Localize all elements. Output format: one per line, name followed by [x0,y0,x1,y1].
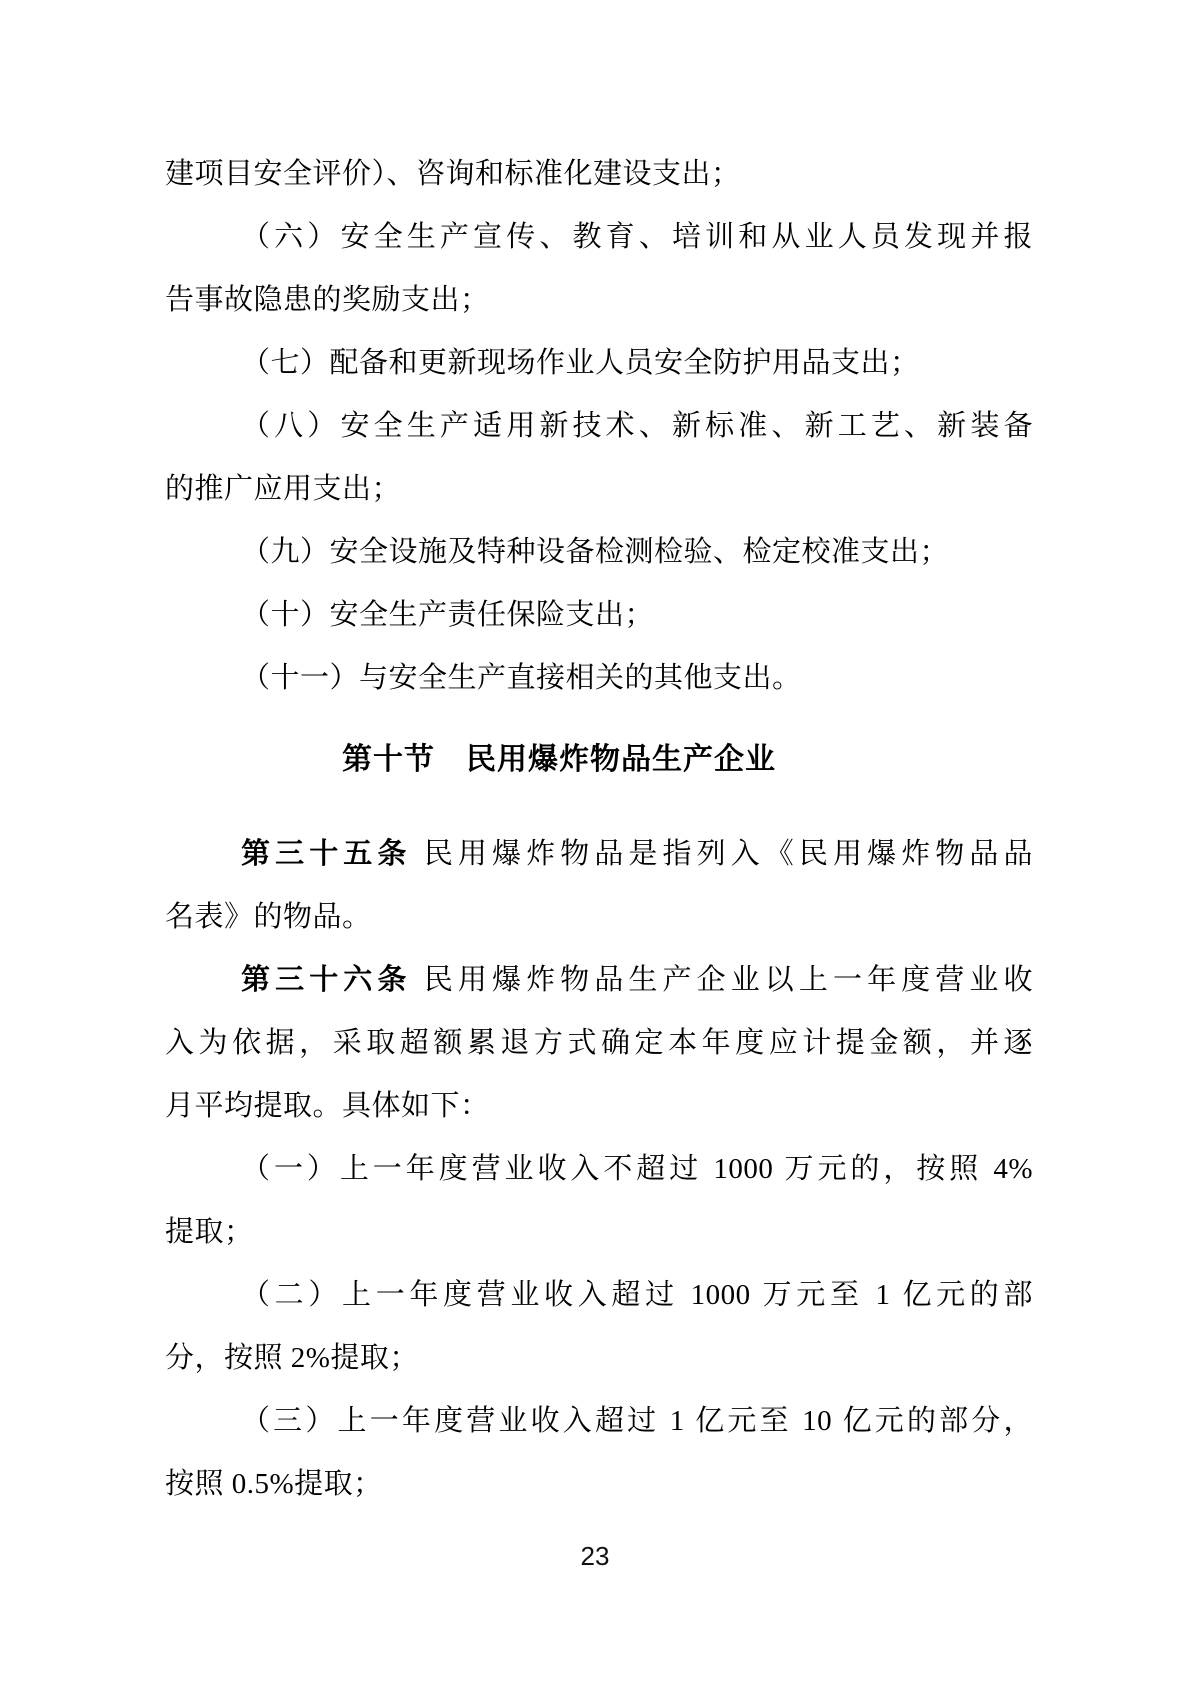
text-line [165,823,1033,886]
document-body [165,143,1033,1516]
text-segment: （一）上一年度营业收入不超过 1000 万元的，按照 4% [241,1153,1033,1185]
text-segment: （十）安全生产责任保险支出； [241,599,655,631]
text-segment: （二）上一年度营业收入超过 1000 万元至 1 亿元的部 [241,1279,1033,1311]
text-segment: 建项目安全评价）、咨询和标准化建设支出； [165,158,741,190]
text-line [165,647,1033,710]
text-line [165,395,1033,458]
text-segment: （七）配备和更新现场作业人员安全防护用品支出； [241,347,920,379]
text-line [165,458,1033,521]
text-segment: 民用爆炸物品生产企业以上一年度营业收 [411,964,1033,996]
text-line [165,143,1033,206]
text-segment: 月平均提取。具体如下： [165,1090,490,1122]
text-line [165,521,1033,584]
text-segment: 入为依据，采取超额累退方式确定本年度应计提金额，并逐 [165,1027,1033,1059]
bold-text-segment: 第十节 民用爆炸物品生产企业 [342,743,776,776]
text-segment: 的推广应用支出； [165,473,402,505]
text-line [165,1012,1033,1075]
text-segment: （八）安全生产适用新技术、新标准、新工艺、新装备 [241,410,1033,442]
text-line [165,886,1033,949]
text-segment: 名表》的物品。 [165,901,372,933]
text-line [165,1138,1033,1201]
text-segment: 民用爆炸物品是指列入《民用爆炸物品品 [411,838,1033,870]
text-line [165,1327,1033,1390]
page-number: 23 [580,1541,610,1571]
text-segment: 告事故隐患的奖励支出； [165,284,490,316]
text-segment: （三）上一年度营业收入超过 1 亿元至 10 亿元的部分， [241,1405,1033,1437]
text-line [165,949,1033,1012]
text-line [165,1201,1033,1264]
text-line [165,1453,1033,1516]
bold-text-segment: 第三十六条 [241,964,412,996]
text-line [165,1075,1033,1138]
text-segment: （十一）与安全生产直接相关的其他支出。 [241,662,802,694]
text-line [165,1264,1033,1327]
text-line [165,269,1033,332]
text-segment: 分，按照 2%提取； [165,1342,419,1374]
text-segment: （六）安全生产宣传、教育、培训和从业人员发现并报 [241,221,1033,253]
text-line [165,1390,1033,1453]
text-line [165,584,1033,647]
text-segment: 提取； [165,1216,254,1248]
text-segment: 按照 0.5%提取； [165,1468,383,1500]
text-line [165,206,1033,269]
text-line [165,332,1033,395]
bold-text-segment: 第三十五条 [241,838,412,870]
text-segment: （九）安全设施及特种设备检测检验、检定校准支出； [241,536,950,568]
section-heading [165,728,1033,791]
